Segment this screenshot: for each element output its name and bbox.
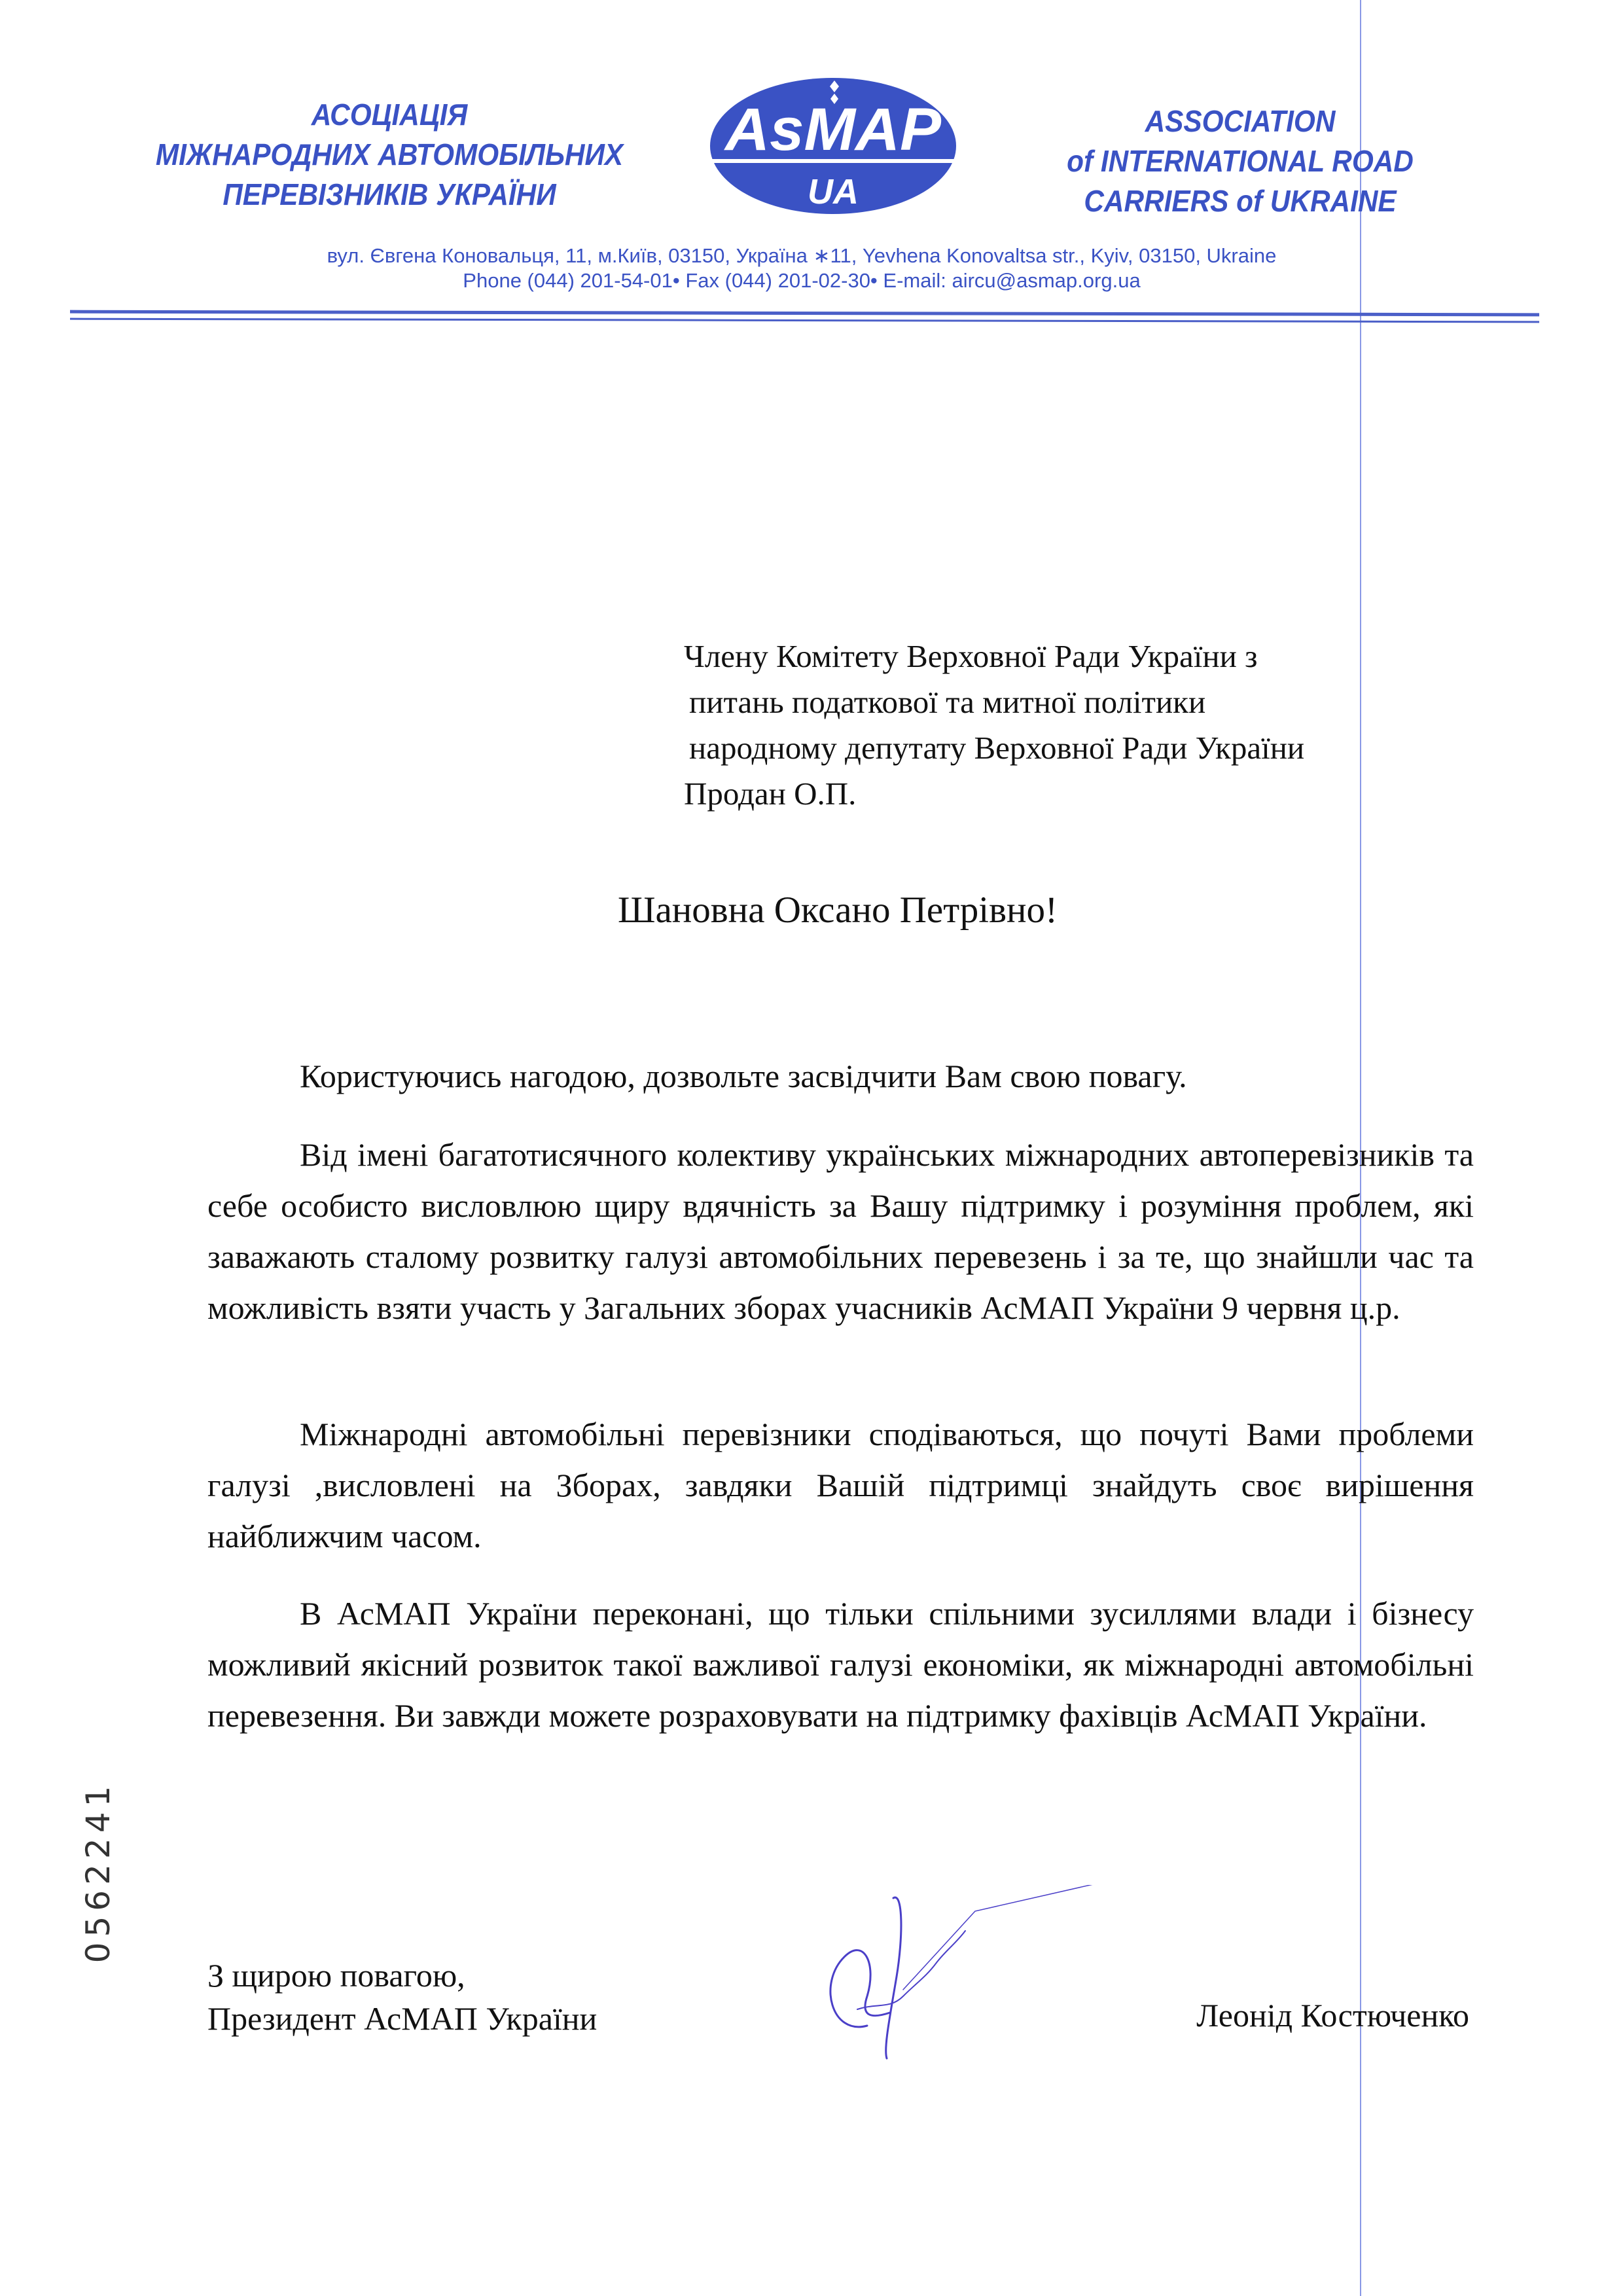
org-name-en [1003, 101, 1478, 221]
body-paragraph: Міжнародні автомобільні перевізники сподіваються, що почуті Вами проблеми галузі ,висловлені на Зборах, завдяки Вашій підтримці знайдуть своє вирішення найближчим часом. [207, 1416, 1474, 1554]
header-rule [70, 310, 1539, 317]
contacts: Phone (044) 201-54-01• Fax (044) 201-02-30• E-mail: aircu@asmap.org.ua [463, 269, 1141, 292]
addressee-line: Продан О.П. [684, 776, 857, 812]
addressee-line: Члену Комітету Верховної Ради України з [684, 638, 1258, 674]
addressee-line: народному депутату Верховної Ради України [689, 730, 1305, 766]
registration-number-text: 0562241 [79, 1780, 117, 1964]
org-name-ua-line: ПЕРЕВІЗНИКІВ УКРАЇНИ [223, 177, 556, 211]
org-name-ua [122, 95, 658, 215]
registration-number [46, 1767, 151, 1977]
signer-title: Президент АсМАП України [207, 2000, 597, 2037]
address: вул. Євгена Коновальця, 11, м.Київ, 03150, Україна ∗11, Yevhena Konovaltsa str., Kyiv, 03150, Ukraine [327, 244, 1277, 267]
org-name-en-line: of INTERNATIONAL ROAD [1067, 144, 1414, 178]
asmap-logo [709, 77, 957, 215]
body-paragraph: Користуючись нагодою, дозвольте засвідчити Вам свою повагу. [300, 1058, 1187, 1094]
salutation: Шановна Оксано Петрівно! [617, 889, 1058, 931]
addressee-line: питань податкової та митної політики [689, 684, 1206, 720]
org-name-ua-line: АСОЦІАЦІЯ [311, 98, 468, 132]
org-name-en-line: CARRIERS of UKRAINE [1084, 184, 1397, 218]
closing-line: З щирою повагою, [207, 1957, 465, 1994]
header-rule [70, 318, 1539, 323]
svg-text:UA: UA [808, 172, 859, 211]
body-paragraph: Від імені багатотисячного колективу українських міжнародних автоперевізників та себе особисто висловлюю щиру вдячність за Вашу підтримку і розуміння проблем, які заважають сталому розвитку галузі автомобільних перевезень і за те, що знайшли час та можливість взяти участь у Загальних зборах учасників АсМАП України 9 червня ц.р. [207, 1136, 1474, 1326]
addressee-block [684, 634, 1304, 817]
org-name-en-line: ASSOCIATION [1145, 104, 1336, 138]
closing-block [207, 1954, 597, 2040]
signature [805, 1885, 1119, 2068]
body-paragraph: В АсМАП України переконані, що тільки спільними зусиллями влади і бізнесу можливий якісний розвиток такої важливої галузі економіки, як міжнародні автомобільні перевезення. Ви завжди можете розраховувати на підтримку фахівців АсМАП України. [207, 1595, 1474, 1734]
svg-text:AsMAP: AsMAP [723, 96, 942, 163]
signer-name: Леонід Костюченко [1196, 1997, 1469, 2034]
org-name-ua-line: МІЖНАРОДНИХ АВТОМОБІЛЬНИХ [155, 137, 624, 171]
